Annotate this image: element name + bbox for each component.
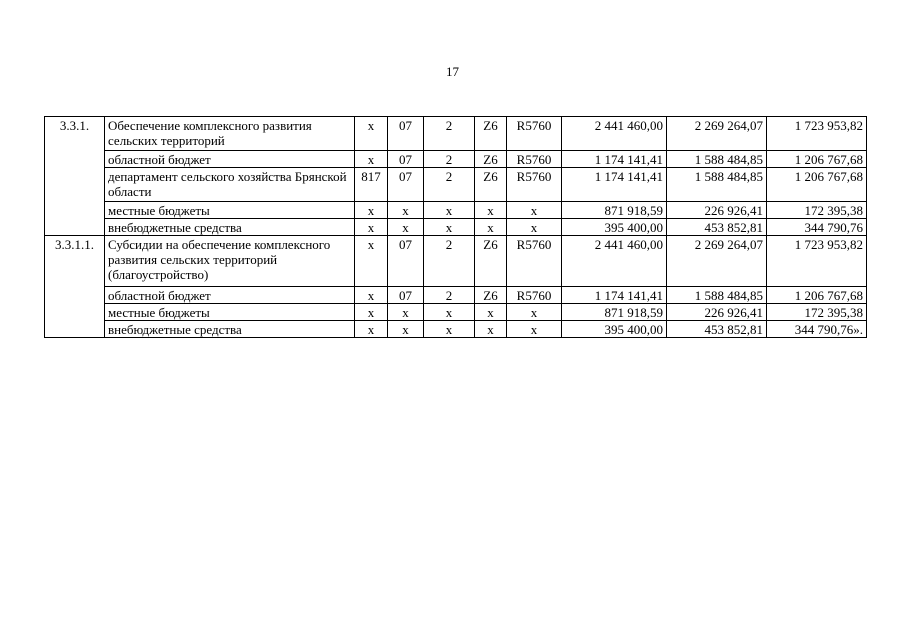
code-cell-direction: R5760: [507, 236, 562, 287]
item-name-cell: местные бюджеты: [105, 202, 355, 219]
item-number-cell: 3.3.1.: [45, 117, 105, 236]
item-name-cell: внебюджетные средства: [105, 219, 355, 236]
amount-cell-year2: 2 269 264,07: [667, 117, 767, 151]
amount-cell-year3: 1 206 767,68: [767, 287, 867, 304]
amount-cell-year1: 2 441 460,00: [562, 236, 667, 287]
code-cell-direction: х: [507, 321, 562, 338]
amount-cell-year3: 344 790,76».: [767, 321, 867, 338]
code-cell-direction: х: [507, 219, 562, 236]
code-cell-direction: х: [507, 304, 562, 321]
code-cell-section: х: [388, 304, 424, 321]
code-cell-grbs: х: [355, 117, 388, 151]
code-cell-section: х: [388, 219, 424, 236]
code-cell-direction: R5760: [507, 287, 562, 304]
code-cell-program: 2: [424, 287, 475, 304]
item-name-cell: внебюджетные средства: [105, 321, 355, 338]
code-cell-subprogram: Z6: [475, 151, 507, 168]
table-row: [45, 321, 867, 338]
code-cell-direction: R5760: [507, 117, 562, 151]
amount-cell-year3: 1 723 953,82: [767, 236, 867, 287]
amount-cell-year1: 2 441 460,00: [562, 117, 667, 151]
table-row: [45, 168, 867, 202]
table-row: [45, 219, 867, 236]
amount-cell-year3: 1 206 767,68: [767, 151, 867, 168]
amount-cell-year2: 453 852,81: [667, 321, 767, 338]
code-cell-grbs: х: [355, 287, 388, 304]
code-cell-grbs: х: [355, 236, 388, 287]
item-name-cell: областной бюджет: [105, 151, 355, 168]
code-cell-section: х: [388, 202, 424, 219]
code-cell-program: х: [424, 219, 475, 236]
code-cell-subprogram: Z6: [475, 117, 507, 151]
amount-cell-year1: 395 400,00: [562, 219, 667, 236]
amount-cell-year1: 871 918,59: [562, 202, 667, 219]
code-cell-program: 2: [424, 236, 475, 287]
amount-cell-year3: 172 395,38: [767, 304, 867, 321]
amount-cell-year3: 1 206 767,68: [767, 168, 867, 202]
code-cell-subprogram: Z6: [475, 287, 507, 304]
amount-cell-year1: 1 174 141,41: [562, 287, 667, 304]
code-cell-program: х: [424, 321, 475, 338]
code-cell-section: х: [388, 321, 424, 338]
amount-cell-year2: 226 926,41: [667, 202, 767, 219]
code-cell-section: 07: [388, 117, 424, 151]
amount-cell-year3: 344 790,76: [767, 219, 867, 236]
code-cell-subprogram: Z6: [475, 168, 507, 202]
code-cell-direction: х: [507, 202, 562, 219]
code-cell-section: 07: [388, 236, 424, 287]
amount-cell-year2: 1 588 484,85: [667, 168, 767, 202]
code-cell-program: х: [424, 304, 475, 321]
item-name-cell: департамент сельского хозяйства Брянской области: [105, 168, 355, 202]
page-number: 17: [446, 64, 459, 79]
item-name-cell: Обеспечение комплексного развития сельских территорий: [105, 117, 355, 151]
amount-cell-year2: 226 926,41: [667, 304, 767, 321]
table-row: [45, 117, 867, 151]
amount-cell-year3: 1 723 953,82: [767, 117, 867, 151]
amount-cell-year1: 1 174 141,41: [562, 168, 667, 202]
table-row: [45, 236, 867, 287]
code-cell-subprogram: х: [475, 202, 507, 219]
item-name-cell: областной бюджет: [105, 287, 355, 304]
amount-cell-year2: 1 588 484,85: [667, 151, 767, 168]
code-cell-subprogram: х: [475, 304, 507, 321]
item-name-cell: местные бюджеты: [105, 304, 355, 321]
item-number-cell: 3.3.1.1.: [45, 236, 105, 338]
table-row: [45, 202, 867, 219]
table-row: [45, 304, 867, 321]
code-cell-grbs: х: [355, 202, 388, 219]
code-cell-grbs: х: [355, 151, 388, 168]
code-cell-grbs: х: [355, 304, 388, 321]
code-cell-subprogram: Z6: [475, 236, 507, 287]
code-cell-program: 2: [424, 151, 475, 168]
code-cell-grbs: х: [355, 321, 388, 338]
code-cell-grbs: х: [355, 219, 388, 236]
item-name-cell: Субсидии на обеспечение комплексного развития сельских территорий (благоустройство): [105, 236, 355, 287]
table-row: [45, 287, 867, 304]
amount-cell-year2: 2 269 264,07: [667, 236, 767, 287]
amount-cell-year2: 1 588 484,85: [667, 287, 767, 304]
code-cell-section: 07: [388, 287, 424, 304]
amount-cell-year1: 395 400,00: [562, 321, 667, 338]
code-cell-direction: R5760: [507, 168, 562, 202]
code-cell-subprogram: х: [475, 219, 507, 236]
code-cell-section: 07: [388, 151, 424, 168]
code-cell-program: 2: [424, 168, 475, 202]
code-cell-section: 07: [388, 168, 424, 202]
code-cell-direction: R5760: [507, 151, 562, 168]
amount-cell-year3: 172 395,38: [767, 202, 867, 219]
code-cell-program: х: [424, 202, 475, 219]
code-cell-program: 2: [424, 117, 475, 151]
amount-cell-year1: 1 174 141,41: [562, 151, 667, 168]
amount-cell-year1: 871 918,59: [562, 304, 667, 321]
code-cell-grbs: 817: [355, 168, 388, 202]
amount-cell-year2: 453 852,81: [667, 219, 767, 236]
table-row: [45, 151, 867, 168]
budget-table: [44, 116, 867, 338]
code-cell-subprogram: х: [475, 321, 507, 338]
